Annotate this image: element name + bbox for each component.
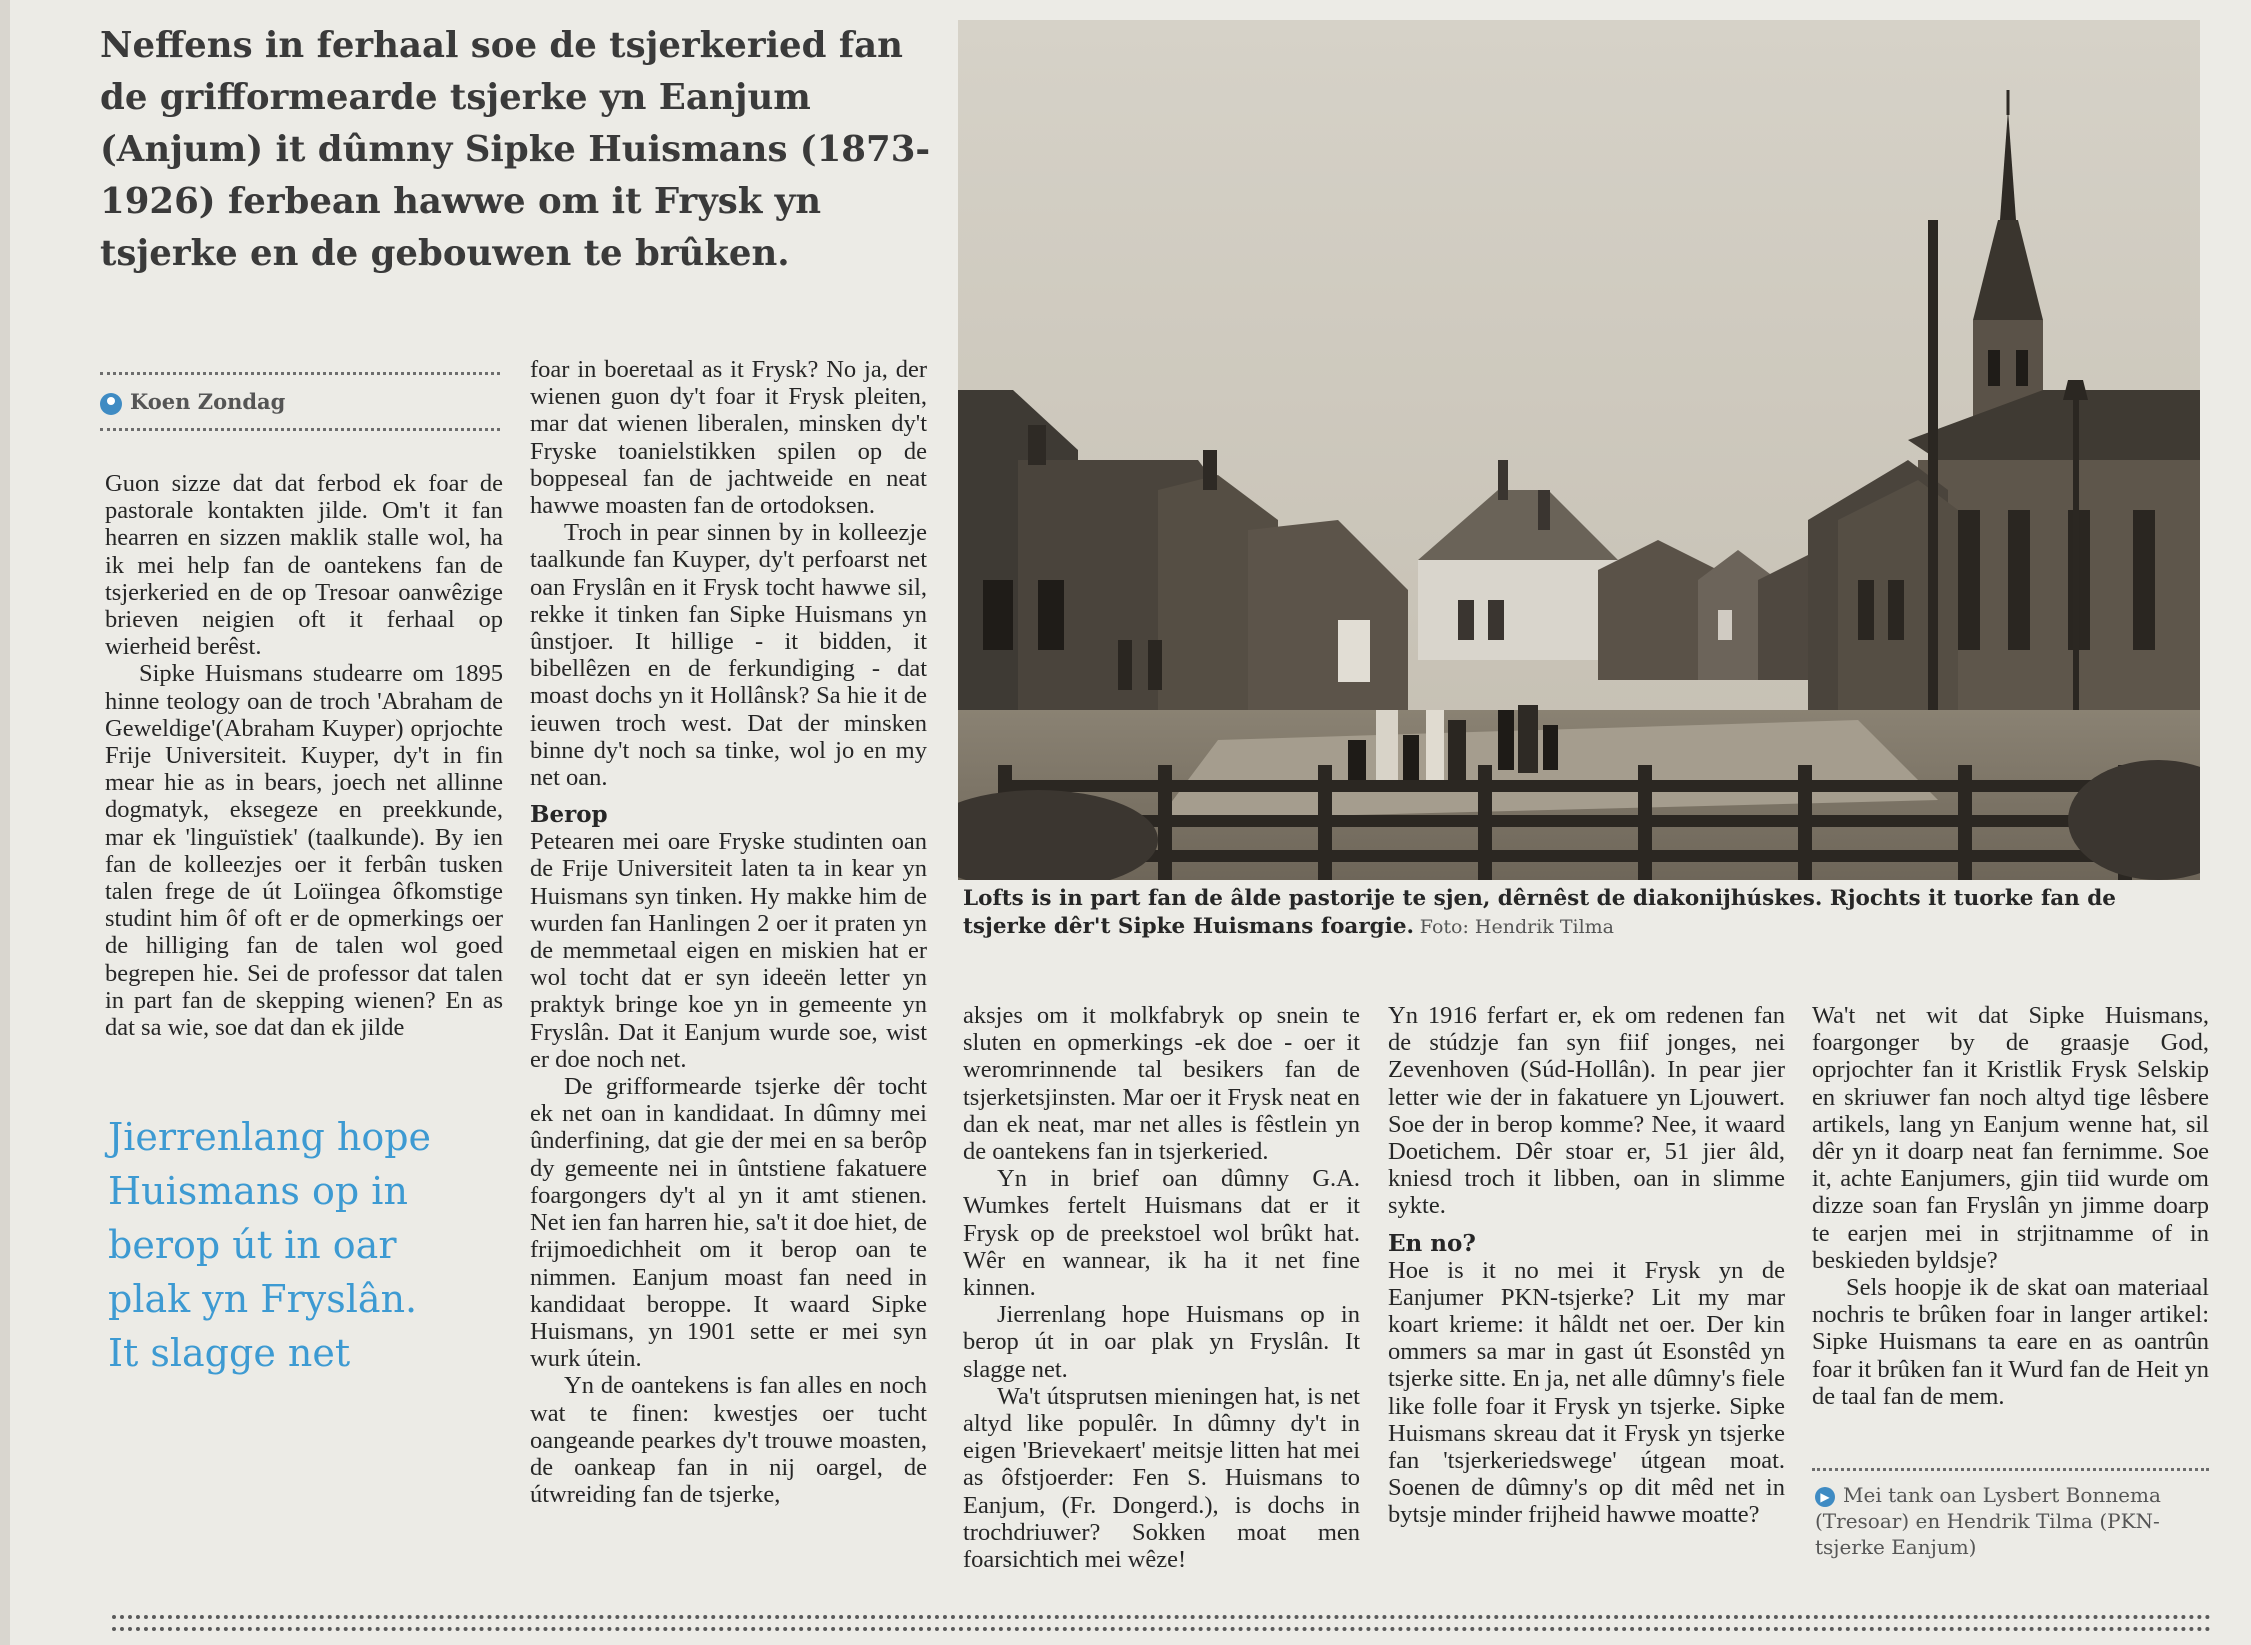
byline-bottom-rule [100,428,500,431]
section-heading: En no? [1388,1229,1476,1257]
church-village-photo [958,20,2200,880]
paragraph: Guon sizze dat dat ferbod ek foar de pastorale kontakten jilde. Om't it fan hearren en sizzen maklik stalle wol, ha ik mei help fan de oantekens fan de tsjerkeried en de op Tresoar oanwêzige brieven neigien oft it ferhaal op wierheid berêst. [105,470,503,661]
photo-credit: Foto: Hendrik Tilma [1419,916,1614,938]
paper-edge [0,0,10,1645]
thanks-rule [1812,1468,2209,1471]
headline: Neffens in ferhaal soe de tsjerkeried fan de grifformearde tsjerke yn Eanjum (Anjum) it dûmny Sipke Huismans (1873-1926) ferbean hawwe om it Frysk yn tsjerke en de gebouwen te brûken. [100,25,931,274]
paragraph: Troch in pear sinnen by in kolleezje taalkunde fan Kuyper, dy't perfoarst net oan Fryslân en it Frysk tocht hawwe sil, rekke it tinken fan Sipke Huismans yn ûnstjoer. It hillige - it bidden, it bibellêzen en de ferkundiging - dat moast dochs yn it Hollânsk? Sa hie it de ieuwen troch west. Dat der minsken binne dy't noch sa tinke, wol jo en my net oan. [530,519,927,792]
paragraph: Wa't net wit dat Sipke Huismans, foargonger by de graasje God, oprjochter fan it Kristlik Frysk Selskip en skriuwer fan noch altyd tige lêsbere artikels, lang yn Eanjum wenne hat, sil dêr yn it doarp neat fan fernimme. Soe it, achte Eanjumers, gjin tiid wurde om dizze soan fan Fryslân yn jimme doarp te earjen mei in strjitnamme of in beskieden byldsje? [1812,1002,2209,1274]
bottom-rule [112,1615,2212,1619]
paragraph: Wa't útsprutsen mieningen hat, is net altyd like populêr. In dûmny dy't in eigen 'Brievekaert' meitsje litten hat mei as ôfstjoerder: Fen S. Huismans to Eanjum, (Fr. Dongerd.), is dochs in trochdriuwer? Sokken moat men foarsichtich mei wêze! [963,1382,1360,1574]
caption-text: Lofts is in part fan de âlde pastorije te sjen, dêrnêst de diakonijhúskes. Rjochts it tuorke fan de tsjerke dêr't Sipke Huismans foargie. [963,886,2116,939]
paragraph: De grifformearde tsjerke dêr tocht ek net oan in kandidaat. In dûmny mei ûnderfining, dat gie der mei en sa berôp dy gemeente nei in ûntstiene fakatuere foargongers dy't al yn it amt stienen. Net ien fan harren hie, sa't it doe hiet, de frijmoedichheit om it berop oan te nimmen. Eanjum moast fan need in kandidaat beroppe. It waard Sipke Huismans, yn 1901 sette er mei syn wurk útein. [530,1073,927,1373]
photo-caption [963,884,2193,941]
column-3 [963,1002,1360,1573]
author-icon [100,393,122,415]
acknowledgement-text: Mei tank oan Lysbert Bonnema (Tresoar) en Hendrik Tilma (PKN-tsjerke Eanjum) [1815,1483,2161,1559]
author-name: Koen Zondag [130,389,286,414]
acknowledgement [1815,1482,2215,1560]
arrow-icon: ▶ [1815,1487,1835,1507]
bottom-rule [112,1627,2212,1631]
section-heading: Berop [530,801,608,829]
paragraph: foar in boeretaal as it Frysk? No ja, der wienen guon dy't foar it Frysk pleiten, mar dat wienen liberalen, minsken dy't Fryske toanielstikken spilen op de boppeseal fan de jachtweide en neat hawwe moasten fan de ortodoksen. [530,356,927,520]
byline-top-rule [100,372,500,375]
column-1 [105,470,503,1041]
paragraph: aksjes om it molkfabryk op snein te sluten en opmerkings -ek doe - oer it weromrinnende tal besikers fan de tsjerketsjinsten. Mar oer it Frysk neat en dan ek neat, mar net alles is fêstlein yn de oantekens fan in tsjerkeried. [963,1002,1360,1166]
paragraph: Petearen mei oare Fryske studinten oan de Frije Universiteit laten ta in kear yn Huismans syn tinken. Hy makke him de wurden fan Hanlingen 2 oer it praten yn de memmetaal eigen en miskien hat er wol tocht dat er syn ideeën letter yn praktyk bringe koe yn in gemeente yn Fryslân. Dat it Eanjum wurde soe, wist er doe noch net. [530,828,927,1073]
paragraph: Sipke Huismans studearre om 1895 hinne teology oan de troch 'Abraham de Geweldige'(Abraham Kuyper) oprjochte Frije Universiteit. Kuyper, dy't in fin mear hie as in bears, joech net allinne dogmatyk, eksegeze en preekkunde, mar ek 'linguïstiek' (taalkunde). By ien fan de kolleezjes oer it ferbân tusken talen frege de út Loïingea ôfkomstige studint him ôf oft er de opmerkings oer de hilliging fan de talen wol goed begrepen hie. Sei de professor dat talen in part fan de skepping wienen? En as dat sa wie, soe dat dan ek jilde [105,660,503,1042]
column-2 [530,356,927,1508]
column-5 [1812,1002,2209,1410]
photo-illustration [958,20,2200,880]
paragraph: Sels hoopje ik de skat oan materiaal nochris te brûken foar in langer artikel: Sipke Huismans ta eare en as oantrûn foar it brûken fan it Wurd fan de Heit yn de taal fan de mem. [1812,1274,2209,1410]
byline [100,389,285,415]
paragraph: Yn de oantekens is fan alles en noch wat te finen: kwestjes oer tucht oangeande pearkes dy't trouwe moasten, de oankeap fan in nij oargel, de útwreiding fan de tsjerke, [530,1372,927,1509]
pull-quote: Jierrenlang hope Huismans op in berop út in oar plak yn Fryslân. It slagge net [108,1115,432,1375]
paragraph: Yn in brief oan dûmny G.A. Wumkes fertelt Huismans dat er it Frysk op de preekstoel wol brûkt hat. Wêr en wannear, ik ha it net fine kinnen. [963,1165,1360,1302]
paragraph: Jierrenlang hope Huismans op in berop út in oar plak yn Fryslân. It slagge net. [963,1301,1360,1383]
paragraph: Hoe is it no mei it Frysk yn de Eanjumer PKN-tsjerke? Lit my mar koart krieme: it hâldt net oer. Der kin ommers sa mar in gast út Esonstêd yn tsjerke sitte. En ja, net alle dûmny's fiele like folle foar it Frysk yn tsjerke. Sipke Huismans skreau dat it Frysk yn tsjerke fan 'tsjerkeriedswege' útgean moat. Soenen de dûmny's op dit mêd net in bytsje minder frijheid hawwe moatte? [1388,1256,1785,1529]
column-4 [1388,1002,1785,1529]
paragraph: Yn 1916 ferfart er, ek om redenen fan de stúdzje fan syn fiif jonges, nei Zevenhoven (Súd-Hollân). In pear jier letter wie der in fakatuere yn Ljouwert. Soe der in berop komme? Nee, it waard Doetichem. Dêr stoar er, 51 jier âld, kniesd troch it libben, oan in slimme sykte. [1388,1002,1785,1220]
